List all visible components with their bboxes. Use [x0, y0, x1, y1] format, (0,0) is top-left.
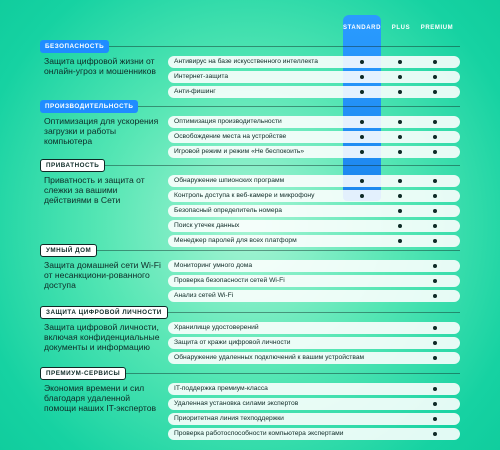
- check-dot-standard-icon: [360, 60, 364, 64]
- feature-label: Безопасный определитель номера: [174, 207, 283, 214]
- check-dot-standard-icon: [360, 179, 364, 183]
- feature-row: [168, 71, 460, 83]
- check-dot-standard-icon: [360, 120, 364, 124]
- section-description: Защита цифровой личности, включая конфиденциальные документы и информацию: [44, 322, 160, 352]
- check-dot-premium-icon: [433, 120, 437, 124]
- section-description: Защита домашней сети Wi-Fi от несанкциони-рованного доступа: [44, 260, 161, 290]
- check-dot-standard-icon: [360, 75, 364, 79]
- feature-label: Игровой режим и режим «Не беспокоить»: [174, 148, 305, 155]
- feature-label: Анализ сетей Wi-Fi: [174, 292, 234, 299]
- feature-label: Приоритетная линия техподдержки: [174, 415, 284, 422]
- section-label: ПРИВАТНОСТЬ: [40, 159, 105, 172]
- feature-label: Мониторинг умного дома: [174, 262, 253, 269]
- section-description: Оптимизация для ускорения загрузки и работы компьютера: [44, 116, 159, 146]
- check-dot-standard-icon: [360, 150, 364, 154]
- check-dot-plus-icon: [398, 75, 402, 79]
- feature-row: [168, 131, 460, 143]
- check-dot-premium-icon: [433, 387, 437, 391]
- section-label: УМНЫЙ ДОМ: [40, 244, 97, 257]
- feature-row: [168, 235, 460, 247]
- column-header-plus: PLUS: [391, 25, 411, 31]
- feature-label: Обнаружение шпионских программ: [174, 177, 285, 184]
- check-dot-plus-icon: [398, 120, 402, 124]
- feature-label: Обнаружение удаленных подключений к вашим устройствам: [174, 354, 365, 361]
- section-description: Защита цифровой жизни от онлайн-угроз и мошенников: [44, 56, 156, 76]
- standard-column-highlight: [343, 15, 381, 201]
- feature-row: [168, 275, 460, 287]
- feature-label: Антивирус на базе искусственного интеллекта: [174, 58, 318, 65]
- feature-row: [168, 413, 460, 425]
- check-dot-premium-icon: [433, 356, 437, 360]
- check-dot-premium-icon: [433, 264, 437, 268]
- feature-row: [168, 337, 460, 349]
- column-header-premium: PREMIUM: [420, 25, 454, 31]
- section-label: ЗАЩИТА ЦИФРОВОЙ ЛИЧНОСТИ: [40, 306, 168, 319]
- check-dot-plus-icon: [398, 150, 402, 154]
- feature-label: Поиск утечек данных: [174, 222, 240, 229]
- check-dot-standard-icon: [360, 194, 364, 198]
- feature-label: Проверка работоспособности компьютера экспертами: [174, 430, 344, 437]
- check-dot-premium-icon: [433, 135, 437, 139]
- check-dot-premium-icon: [433, 224, 437, 228]
- check-dot-plus-icon: [398, 179, 402, 183]
- feature-row: [168, 205, 460, 217]
- feature-label: Защита от кражи цифровой личности: [174, 339, 291, 346]
- check-dot-premium-icon: [433, 209, 437, 213]
- feature-label: Удаленная установка силами экспертов: [174, 400, 299, 407]
- check-dot-plus-icon: [398, 60, 402, 64]
- feature-row: [168, 116, 460, 128]
- check-dot-premium-icon: [433, 75, 437, 79]
- column-header-standard: STANDARD: [342, 25, 382, 31]
- feature-row: [168, 383, 460, 395]
- section-divider: [40, 250, 460, 251]
- check-dot-premium-icon: [433, 179, 437, 183]
- feature-row: [168, 352, 460, 364]
- feature-label: Менеджер паролей для всех платформ: [174, 237, 297, 244]
- section-description: Приватность и защита от слежки за вашими действиями в Сети: [44, 175, 145, 205]
- check-dot-standard-icon: [360, 135, 364, 139]
- check-dot-premium-icon: [433, 341, 437, 345]
- check-dot-premium-icon: [433, 294, 437, 298]
- feature-label: Хранилище удостоверений: [174, 324, 259, 331]
- feature-row: [168, 322, 460, 334]
- check-dot-premium-icon: [433, 150, 437, 154]
- check-dot-premium-icon: [433, 417, 437, 421]
- feature-label: Проверка безопасности сетей Wi-Fi: [174, 277, 285, 284]
- feature-label: Анти-фишинг: [174, 88, 216, 95]
- feature-row: [168, 260, 460, 272]
- feature-label: IT-поддержка премиум-класса: [174, 385, 268, 392]
- feature-label: Интернет-защита: [174, 73, 229, 80]
- check-dot-premium-icon: [433, 60, 437, 64]
- check-dot-plus-icon: [398, 194, 402, 198]
- feature-label: Оптимизация производительности: [174, 118, 282, 125]
- feature-label: Освобождение места на устройстве: [174, 133, 287, 140]
- feature-label: Контроль доступа к веб-камере и микрофону: [174, 192, 315, 199]
- section-label: БЕЗОПАСНОСТЬ: [40, 40, 109, 53]
- check-dot-plus-icon: [398, 239, 402, 243]
- feature-row: [168, 398, 460, 410]
- check-dot-plus-icon: [398, 224, 402, 228]
- section-label: ПРЕМИУМ-СЕРВИСЫ: [40, 367, 126, 380]
- check-dot-standard-icon: [360, 90, 364, 94]
- check-dot-premium-icon: [433, 279, 437, 283]
- check-dot-plus-icon: [398, 135, 402, 139]
- check-dot-premium-icon: [433, 432, 437, 436]
- check-dot-premium-icon: [433, 90, 437, 94]
- feature-row: [168, 290, 460, 302]
- feature-row: [168, 190, 460, 202]
- check-dot-premium-icon: [433, 239, 437, 243]
- feature-row: [168, 428, 460, 440]
- feature-row: [168, 175, 460, 187]
- check-dot-premium-icon: [433, 194, 437, 198]
- check-dot-plus-icon: [398, 90, 402, 94]
- check-dot-plus-icon: [398, 209, 402, 213]
- feature-row: [168, 146, 460, 158]
- feature-row: [168, 56, 460, 68]
- section-label: ПРОИЗВОДИТЕЛЬНОСТЬ: [40, 100, 138, 113]
- feature-row: [168, 220, 460, 232]
- check-dot-premium-icon: [433, 402, 437, 406]
- section-description: Экономия времени и сил благодаря удаленной помощи наших IT-экспертов: [44, 383, 157, 413]
- check-dot-premium-icon: [433, 326, 437, 330]
- feature-row: [168, 86, 460, 98]
